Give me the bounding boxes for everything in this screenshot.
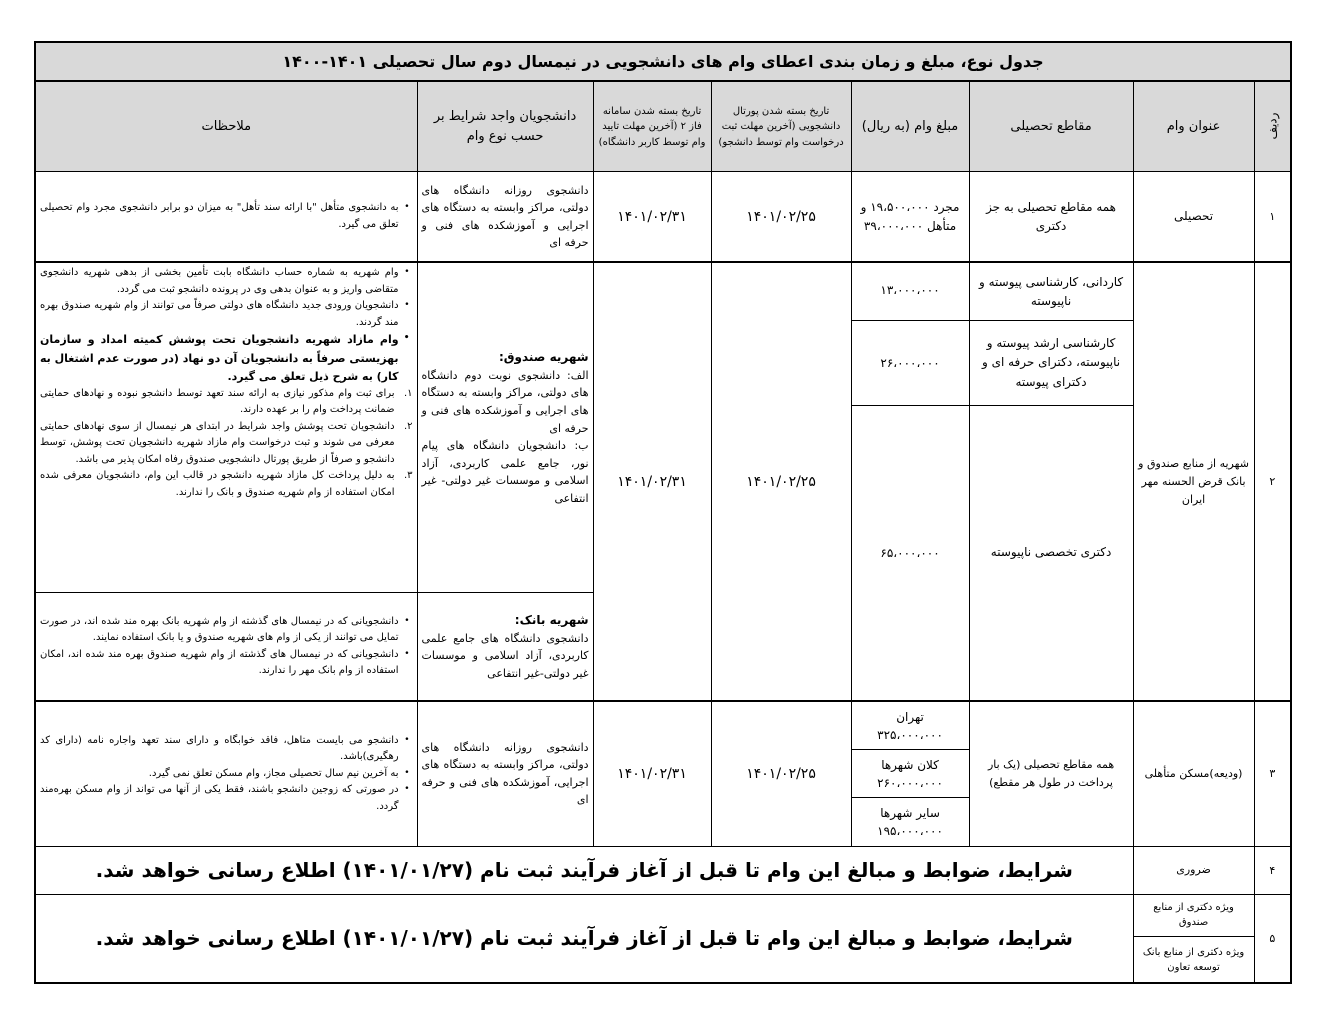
row-number: ۵: [1254, 894, 1291, 983]
notes: [35, 701, 417, 846]
table-row: [35, 262, 1291, 320]
sub-index: ۱.: [403, 387, 413, 399]
city-amount: ۲۶۰،۰۰۰،۰۰۰: [877, 775, 943, 790]
fund-label: شهریه صندوق:: [498, 349, 589, 364]
sub-index: ۳.: [403, 470, 413, 482]
city-label: سایر شهرها: [880, 805, 940, 820]
header-row: [35, 81, 1291, 172]
loan-title: ویژه دکتری از منابع بانک توسعه تعاون: [1133, 937, 1254, 983]
city-amount: ۱۹۵،۰۰۰،۰۰۰: [877, 823, 943, 838]
note-item: • به آخرین نیم سال تحصیلی مجاز، وام مسکن تعلق نمی گیرد.: [40, 766, 399, 783]
bank-group: دانشجوی دانشگاه های جامع علمی کاربردی، آزاد اسلامی و موسسات غیر دولتی-غیر انتفاعی: [421, 631, 589, 680]
portal-close-date: ۱۴۰۱/۰۲/۲۵: [711, 701, 851, 846]
note-sub-item: [40, 419, 413, 469]
announcement: شرایط، ضوابط و مبالغ این وام تا قبل از آغاز فرآیند ثبت نام (۱۴۰۱/۰۱/۲۷) اطلاع رسانی خواهد شد.: [35, 846, 1133, 894]
notes: [35, 592, 417, 701]
fund-group-b: ب: دانشجویان دانشگاه های پیام نور، جامع علمی کاربردی، آزاد اسلامی و موسسات غیر دولتی- غیر انتفاعی: [421, 439, 589, 506]
header-level: مقاطع تحصیلی: [969, 81, 1133, 172]
header-amount: مبلغ وام (به ریال): [851, 81, 969, 172]
sub-text: به دلیل پرداخت کل مازاد شهریه دانشجو در قالب این وام، دانشجویان معرفی شده امکان استفاده از وام شهریه صندوق و بانک را ندارند.: [40, 470, 395, 498]
loan-title: ویژه دکتری از منابع صندوق: [1133, 894, 1254, 936]
sub-text: دانشجویان تحت پوشش واجد شرایط در ابتدای هر نیمسال از سوی نهادهای حمایتی معرفی می شوند و ثبت درخواست وام مازاد شهریه دانشجویان تحت پوشش، توسط دانشجو و صرفاً از طریق پورتال دانشجویی صندوق رفاه امکان پذیر می باشد.: [40, 420, 395, 465]
level: دکتری تخصصی ناپیوسته: [969, 405, 1133, 701]
header-eligible: دانشجویان واجد شرایط بر حسب نوع وام: [417, 81, 593, 172]
phase2-close-date: ۱۴۰۱/۰۲/۳۱: [593, 701, 711, 846]
portal-close-date: ۱۴۰۱/۰۲/۲۵: [711, 262, 851, 701]
loan-table: [34, 41, 1292, 984]
note-item: • دانشجویانی که در نیمسال های گذشته از وام شهریه بانک بهره مند شده اند، در صورت تمایل می توانند از یکی از وام های شهریه صندوق و یا بانک استفاده نمایند.: [40, 614, 399, 647]
loan-title: شهریه از منابع صندوق و بانک قرض الحسنه مهر ایران: [1133, 262, 1254, 701]
level: همه مقاطع تحصیلی به جز دکتری: [969, 172, 1133, 263]
loan-title: تحصیلی: [1133, 172, 1254, 263]
eligible-students-bank: [417, 592, 593, 701]
table-row: [35, 894, 1291, 936]
note-item: • وام شهریه به شماره حساب دانشگاه بابت تأمین بخشی از بدهی شهریه دانشجوی متقاضی واریز و به عنوان بدهی وی در پرونده دانشجو ثبت می گردد.: [40, 265, 399, 298]
amount-tehran: [851, 701, 969, 749]
city-amount: ۳۲۵،۰۰۰،۰۰۰: [877, 727, 943, 742]
note-item: • دانشجویان ورودی جدید دانشگاه های دولتی صرفاً می توانند از وام شهریه صندوق بهره مند گردند.: [40, 298, 399, 331]
header-loan-title: عنوان وام: [1133, 81, 1254, 172]
city-label: تهران: [896, 709, 924, 724]
level: کارشناسی ارشد پیوسته و ناپیوسته، دکترای حرفه ای و دکترای پیوسته: [969, 321, 1133, 406]
loan-title: ضروری: [1133, 846, 1254, 894]
row-number: ۲: [1254, 262, 1291, 701]
amount: ۶۵،۰۰۰،۰۰۰: [851, 405, 969, 701]
amount-other-cities: [851, 798, 969, 846]
portal-close-date: ۱۴۰۱/۰۲/۲۵: [711, 172, 851, 263]
amount: ۱۳،۰۰۰،۰۰۰: [851, 262, 969, 320]
header-notes: ملاحظات: [35, 81, 417, 172]
header-portal-close: تاریخ بسته شدن پورتال دانشجویی (آخرین مهلت ثبت درخواست وام توسط دانشجو): [711, 81, 851, 172]
amount-metropolis: [851, 749, 969, 797]
table-row: [35, 846, 1291, 894]
table-row: [35, 701, 1291, 749]
bank-label: شهریه بانک:: [514, 612, 589, 627]
eligible-students-fund: [417, 262, 593, 592]
note-item: • وام مازاد شهریه دانشجویان تحت پوشش کمیته امداد و سازمان بهزیستی صرفاً به دانشجویان آن دو نهاد (در صورت عدم اشتغال به کار) به شرح ذیل تعلق می گیرد.: [40, 331, 399, 385]
sub-text: برای ثبت وام مذکور نیازی به ارائه سند تعهد توسط دانشجو نبوده و نهادهای حمایتی ضمانت پرداخت وام را بر عهده دارند.: [40, 387, 395, 416]
amount-married: متأهل ۳۹،۰۰۰،۰۰۰: [863, 218, 957, 233]
row-number: ۱: [1254, 172, 1291, 263]
note-item: • دانشجویانی که در نیمسال های گذشته از وام شهریه صندوق بهره مند شده اند، امکان استفاده از وام بانک مهر را ندارند.: [40, 647, 399, 680]
amount: [851, 172, 969, 263]
row-number: ۳: [1254, 701, 1291, 846]
amount-single: مجرد ۱۹،۵۰۰،۰۰۰ و: [860, 199, 960, 214]
header-row-number: ردیف: [1254, 81, 1291, 172]
note-sub-item: [40, 386, 413, 419]
notes: [35, 172, 417, 263]
eligible-students: دانشجوی روزانه دانشگاه های دولتی، مراکز وابسته به دستگاه های اجرایی، آموزشکده های فنی و حرفه ای: [417, 701, 593, 846]
announcement: شرایط، ضوابط و مبالغ این وام تا قبل از آغاز فرآیند ثبت نام (۱۴۰۱/۰۱/۲۷) اطلاع رسانی خواهد شد.: [35, 894, 1133, 983]
note-item: • دانشجو می بایست متاهل، فاقد خوابگاه و دارای سند تعهد واجاره نامه (دارای کد رهگیری)باشد.: [40, 733, 399, 766]
fund-group-a: الف: دانشجوی نوبت دوم دانشگاه های دولتی، مراکز وابسته به دستگاه های اجرایی و آموزشکده های فنی و حرفه ای: [421, 368, 589, 435]
phase2-close-date: ۱۴۰۱/۰۲/۳۱: [593, 262, 711, 701]
note-sub-item: [40, 468, 413, 501]
table-row: [35, 172, 1291, 263]
sub-index: ۲.: [403, 420, 413, 432]
loan-title: (ودیعه)مسکن متأهلی: [1133, 701, 1254, 846]
row-number: ۴: [1254, 846, 1291, 894]
phase2-close-date: ۱۴۰۱/۰۲/۳۱: [593, 172, 711, 263]
amount: ۲۶،۰۰۰،۰۰۰: [851, 321, 969, 406]
level: همه مقاطع تحصیلی (یک بار پرداخت در طول هر مقطع): [969, 701, 1133, 846]
level: کاردانی، کارشناسی پیوسته و ناپیوسته: [969, 262, 1133, 320]
header-phase2-close: تاریخ بسته شدن سامانه فاز ۲ (آخرین مهلت تایید وام توسط کاربر دانشگاه): [593, 81, 711, 172]
table-title: جدول نوع، مبلغ و زمان بندی اعطای وام های دانشجویی در نیمسال دوم سال تحصیلی ۱۴۰۱-۱۴۰۰: [35, 42, 1291, 81]
note-item: • به دانشجوی متأهل "با ارائه سند تأهل" به میزان دو برابر دانشجوی مجرد وام تحصیلی تعلق می گیرد.: [40, 200, 399, 233]
eligible-students: دانشجوی روزانه دانشگاه های دولتی، مراکز وابسته به دستگاه های اجرایی و آموزشکده های فنی و حرفه ای: [417, 172, 593, 263]
note-item: • در صورتی که زوجین دانشجو باشند، فقط یکی از آنها می تواند از وام مسکن بهره‌مند گردد.: [40, 782, 399, 815]
notes: [35, 262, 417, 592]
city-label: کلان شهرها: [881, 757, 939, 772]
